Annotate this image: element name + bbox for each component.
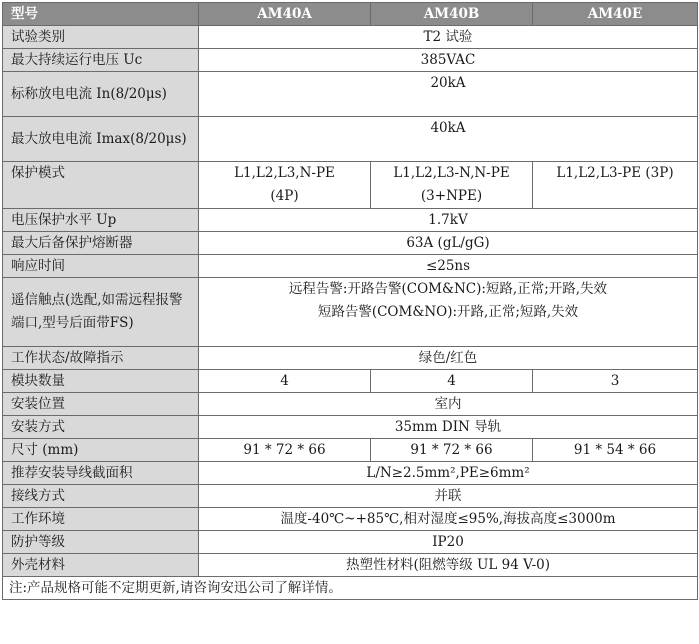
table-row <box>3 117 698 162</box>
modules-e: 3 <box>533 370 698 393</box>
table-row <box>3 278 698 347</box>
row-label: 最大持续运行电压 Uc <box>3 49 199 72</box>
model-am40b: AM40B <box>371 3 533 26</box>
table-row <box>3 232 698 255</box>
table-row <box>3 370 698 393</box>
model-header: 型号 <box>3 3 199 26</box>
note-row <box>3 577 698 600</box>
row-value: 1.7kV <box>199 209 698 232</box>
protection-mode-b-line2: (3+NPE) <box>420 188 483 204</box>
row-label: 工作状态/故障指示 <box>3 347 199 370</box>
row-value: 63A (gL/gG) <box>199 232 698 255</box>
row-value: 温度-40℃~+85℃,相对湿度≤95%,海拔高度≤3000m <box>199 508 698 531</box>
table-row <box>3 439 698 462</box>
header-row <box>3 3 698 26</box>
model-am40e: AM40E <box>533 3 698 26</box>
row-label: 推荐安装导线截面积 <box>3 462 199 485</box>
row-label: 模块数量 <box>3 370 199 393</box>
row-value: 室内 <box>199 393 698 416</box>
row-label: 防护等级 <box>3 531 199 554</box>
table-row <box>3 72 698 117</box>
row-label: 安装方式 <box>3 416 199 439</box>
remote-alarm-value <box>199 278 698 347</box>
protection-mode-b-line1: L1,L2,L3-N,N-PE <box>393 165 510 181</box>
table-row <box>3 508 698 531</box>
table-row <box>3 554 698 577</box>
row-value: 35mm DIN 导轨 <box>199 416 698 439</box>
protection-mode-b <box>371 162 533 209</box>
row-value: 40kA <box>199 117 698 162</box>
table-row <box>3 209 698 232</box>
row-value: 热塑性材料(阻燃等级 UL 94 V-0) <box>199 554 698 577</box>
table-row <box>3 26 698 49</box>
table-row <box>3 531 698 554</box>
row-label: 标称放电电流 In(8/20μs) <box>3 72 199 117</box>
table-row <box>3 347 698 370</box>
size-b: 91 * 72 * 66 <box>371 439 533 462</box>
modules-b: 4 <box>371 370 533 393</box>
row-label: 工作环境 <box>3 508 199 531</box>
table-row <box>3 416 698 439</box>
row-label: 外壳材料 <box>3 554 199 577</box>
remote-alarm-line1: 远程告警:开路告警(COM&NC):短路,正常;开路,失效 <box>288 281 608 297</box>
row-label: 安装位置 <box>3 393 199 416</box>
table-row <box>3 485 698 508</box>
model-am40a: AM40A <box>199 3 371 26</box>
row-label: 接线方式 <box>3 485 199 508</box>
protection-mode-a-line1: L1,L2,L3,N-PE <box>234 165 335 181</box>
protection-mode-e: L1,L2,L3-PE (3P) <box>533 162 698 209</box>
row-label: 遥信触点(选配,如需远程报警端口,型号后面带FS) <box>3 278 199 347</box>
row-value: IP20 <box>199 531 698 554</box>
row-value: L/N≥2.5mm²,PE≥6mm² <box>199 462 698 485</box>
row-value: T2 试验 <box>199 26 698 49</box>
row-value: 20kA <box>199 72 698 117</box>
row-label: 最大放电电流 Imax(8/20μs) <box>3 117 199 162</box>
table-row <box>3 255 698 278</box>
protection-mode-a <box>199 162 371 209</box>
table-row <box>3 393 698 416</box>
spec-table <box>2 2 698 600</box>
row-label: 试验类别 <box>3 26 199 49</box>
row-label: 最大后备保护熔断器 <box>3 232 199 255</box>
remote-alarm-line2: 短路告警(COM&NO):开路,正常;短路,失效 <box>317 304 579 320</box>
row-value: ≤25ns <box>199 255 698 278</box>
row-label: 保护模式 <box>3 162 199 209</box>
row-value: 并联 <box>199 485 698 508</box>
modules-a: 4 <box>199 370 371 393</box>
footnote: 注:产品规格可能不定期更新,请咨询安迅公司了解详情。 <box>3 577 698 600</box>
size-a: 91 * 72 * 66 <box>199 439 371 462</box>
table-row <box>3 49 698 72</box>
row-value: 绿色/红色 <box>199 347 698 370</box>
row-label: 电压保护水平 Up <box>3 209 199 232</box>
table-row <box>3 462 698 485</box>
table-row <box>3 162 698 209</box>
row-value: 385VAC <box>199 49 698 72</box>
row-label: 尺寸 (mm) <box>3 439 199 462</box>
row-label: 响应时间 <box>3 255 199 278</box>
protection-mode-a-line2: (4P) <box>270 188 299 204</box>
size-e: 91 * 54 * 66 <box>533 439 698 462</box>
